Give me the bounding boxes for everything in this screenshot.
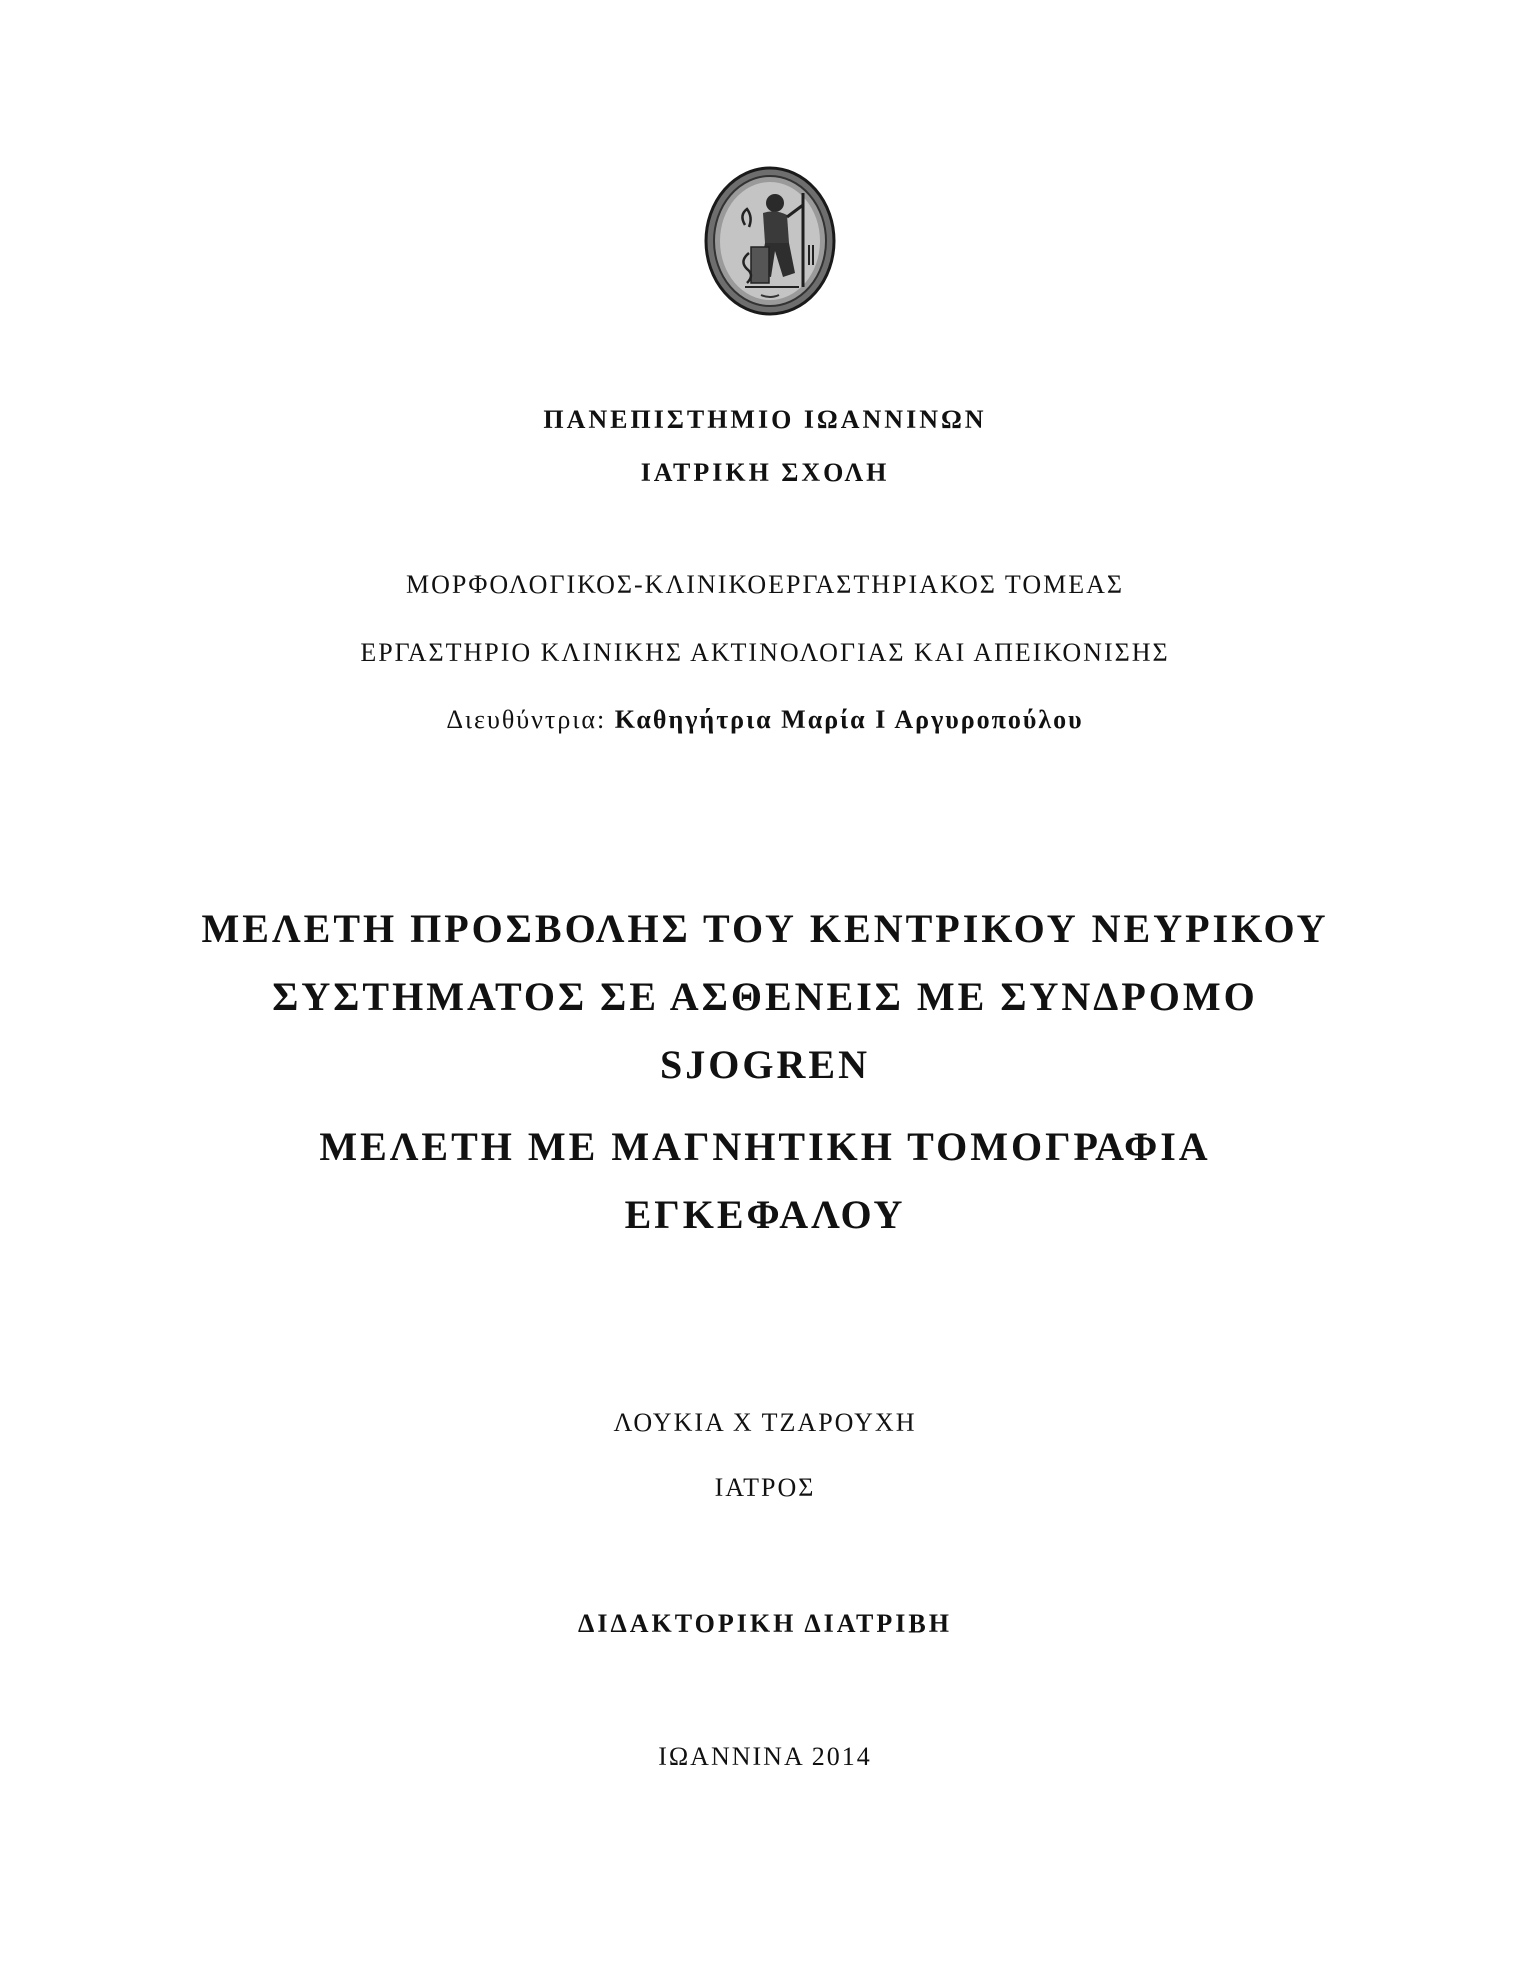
thesis-title-line-1: ΜΕΛΕΤΗ ΠΡΟΣΒΟΛΗΣ ΤΟΥ ΚΕΝΤΡΙΚΟΥ ΝΕΥΡΙΚΟΥ bbox=[201, 906, 1329, 951]
document-type: ΔΙΔΑΚΤΟΡΙΚΗ ΔΙΑΤΡΙΒΗ bbox=[578, 1609, 952, 1638]
university-name: ΠΑΝΕΠΙΣΤΗΜΙΟ ΙΩΑΝΝΙΝΩΝ bbox=[543, 405, 987, 434]
author-profession: ΙΑΤΡΟΣ bbox=[714, 1473, 816, 1502]
department-name: ΜΟΡΦΟΛΟΓΙΚΟΣ-ΚΛΙΝΙΚΟΕΡΓΑΣΤΗΡΙΑΚΟΣ ΤΟΜΕΑΣ bbox=[405, 570, 1124, 599]
director-label: Διευθύντρια: bbox=[446, 705, 615, 734]
thesis-title-line-3: SJOGREN bbox=[660, 1042, 870, 1087]
thesis-title-line-2: ΣΥΣΤΗΜΑΤΟΣ ΣΕ ΑΣΘΕΝΕΙΣ ΜΕ ΣΥΝΔΡΟΜΟ bbox=[272, 974, 1258, 1019]
director-name: Καθηγήτρια Μαρία Ι Αργυροπούλου bbox=[614, 705, 1084, 734]
director-line bbox=[0, 705, 1530, 735]
laboratory-name: ΕΡΓΑΣΤΗΡΙΟ ΚΛΙΝΙΚΗΣ ΑΚΤΙΝΟΛΟΓΙΑΣ ΚΑΙ ΑΠΕΙΚΟΝΙΣΗΣ bbox=[360, 638, 1170, 667]
place-year: ΙΩΑΝΝΙΝΑ 2014 bbox=[658, 1742, 872, 1771]
school-name: ΙΑΤΡΙΚΗ ΣΧΟΛΗ bbox=[640, 458, 890, 487]
thesis-subtitle-line-2: ΕΓΚΕΦΑΛΟΥ bbox=[624, 1192, 906, 1237]
university-coin-seal-icon bbox=[703, 165, 837, 317]
thesis-subtitle-line-1: ΜΕΛΕΤΗ ΜΕ ΜΑΓΝΗΤΙΚΗ ΤΟΜΟΓΡΑΦΙΑ bbox=[319, 1124, 1211, 1169]
author-name: ΛΟΥΚΙΑ Χ ΤΖΑΡΟΥΧΗ bbox=[613, 1408, 917, 1437]
